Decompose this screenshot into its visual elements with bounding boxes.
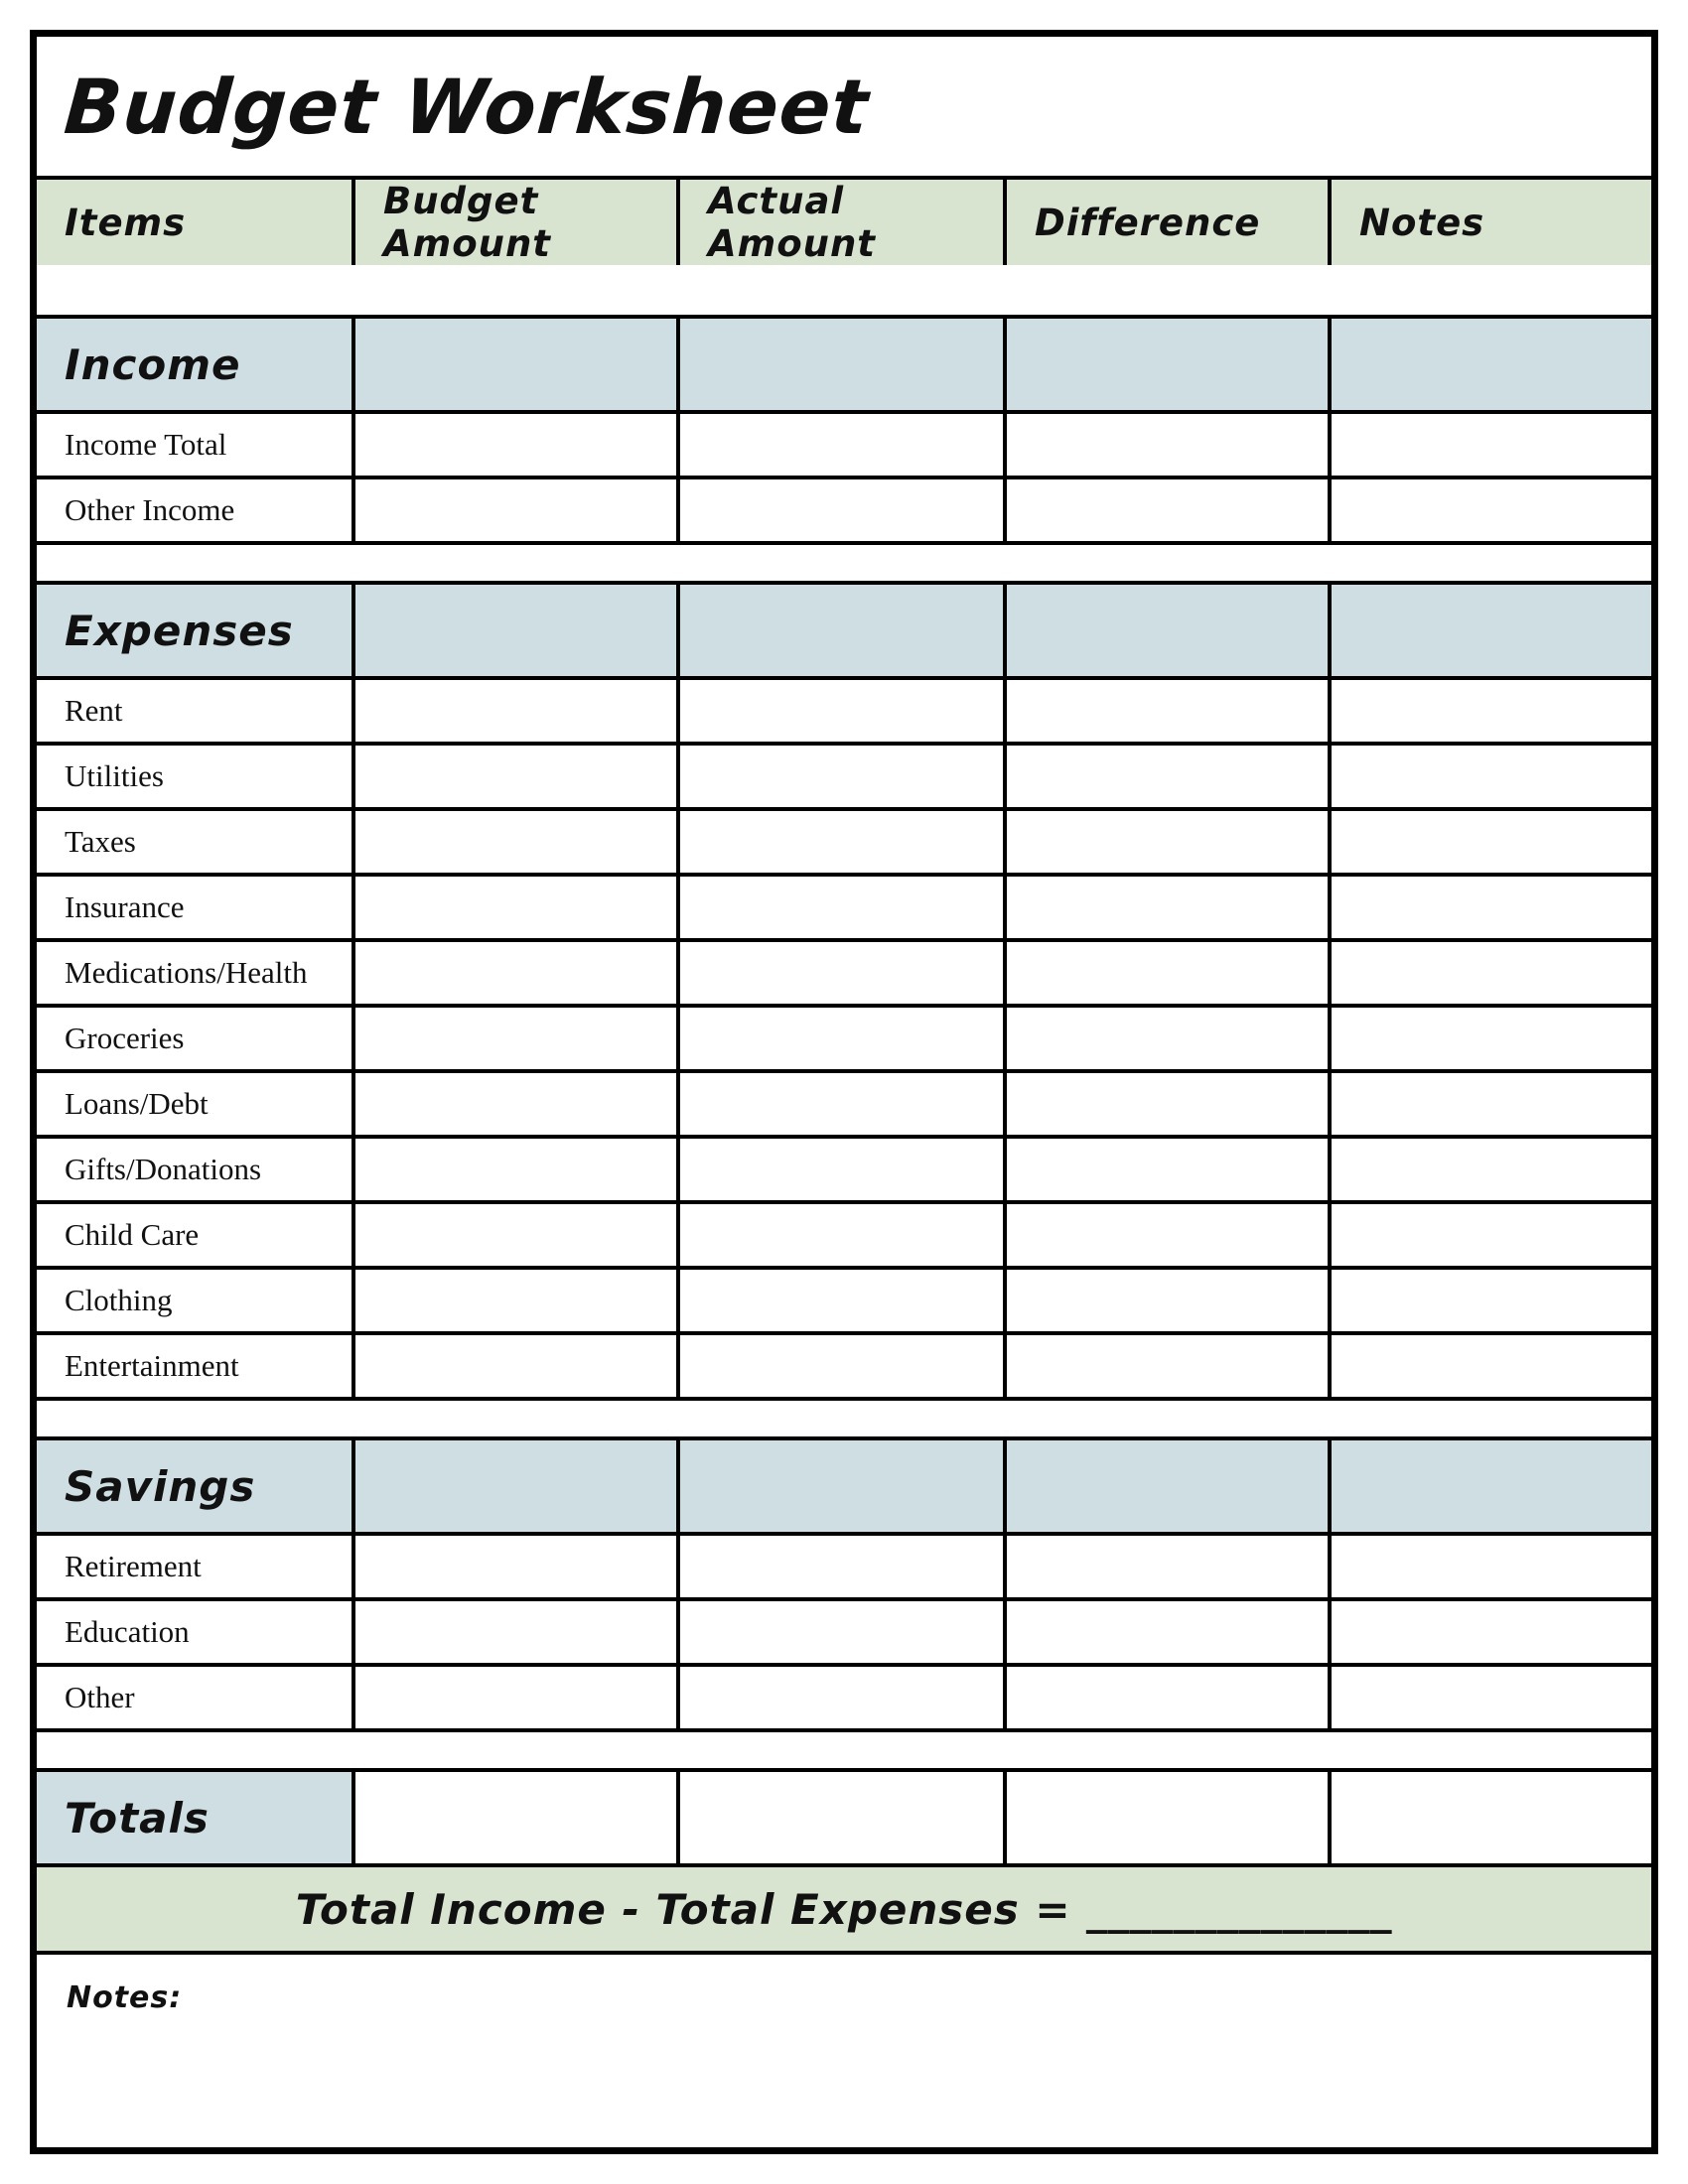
section-header-savings — [37, 1440, 1651, 1536]
column-header-items: Items — [37, 180, 352, 265]
blank-cell — [676, 942, 1003, 1004]
blank-cell — [676, 811, 1003, 873]
row-label: Utilities — [37, 746, 352, 807]
blank-cell — [1328, 877, 1651, 938]
blank-cell — [352, 746, 676, 807]
blank-cell — [1003, 414, 1328, 476]
blank-cell — [1328, 1667, 1651, 1728]
row-label: Entertainment — [37, 1335, 352, 1397]
blank-cell — [1328, 1440, 1651, 1532]
row-label: Education — [37, 1601, 352, 1663]
row-label: Child Care — [37, 1204, 352, 1266]
title-band — [37, 37, 1651, 180]
blank-cell — [352, 942, 676, 1004]
row-rent — [37, 680, 1651, 746]
blank-cell — [352, 319, 676, 410]
blank-cell — [1328, 1204, 1651, 1266]
table-header-row — [37, 180, 1651, 265]
blank-cell — [1003, 1667, 1328, 1728]
blank-cell — [676, 1008, 1003, 1069]
row-retirement — [37, 1536, 1651, 1601]
row-label: Income Total — [37, 414, 352, 476]
row-label: Taxes — [37, 811, 352, 873]
blank-cell — [676, 1667, 1003, 1728]
blank-cell — [676, 585, 1003, 676]
blank-cell — [1003, 1204, 1328, 1266]
blank-cell — [1003, 811, 1328, 873]
blank-cell — [1328, 680, 1651, 742]
blank-cell — [1003, 319, 1328, 410]
blank-cell — [1328, 1073, 1651, 1135]
blank-cell — [676, 319, 1003, 410]
blank-cell — [352, 1536, 676, 1597]
blank-cell — [676, 1139, 1003, 1200]
page-title: Budget Worksheet — [61, 62, 872, 151]
row-label: Gifts/Donations — [37, 1139, 352, 1200]
blank-cell — [352, 414, 676, 476]
spacer — [37, 1401, 1651, 1440]
row-label: Insurance — [37, 877, 352, 938]
row-utilities — [37, 746, 1651, 811]
blank-cell — [676, 680, 1003, 742]
blank-cell — [1328, 1335, 1651, 1397]
blank-cell — [1003, 877, 1328, 938]
blank-cell — [1328, 585, 1651, 676]
blank-cell — [1328, 479, 1651, 541]
blank-cell — [676, 1536, 1003, 1597]
blank-cell — [676, 1270, 1003, 1331]
blank-cell — [352, 1667, 676, 1728]
section-label-savings: Savings — [37, 1440, 352, 1532]
blank-cell — [352, 1270, 676, 1331]
blank-cell — [352, 1204, 676, 1266]
notes-label: Notes: — [67, 1980, 183, 2015]
row-label: Retirement — [37, 1536, 352, 1597]
blank-cell — [1003, 1440, 1328, 1532]
blank-cell — [1003, 746, 1328, 807]
blank-cell — [352, 877, 676, 938]
blank-cell — [352, 1073, 676, 1135]
section-header-income — [37, 319, 1651, 414]
row-education — [37, 1601, 1651, 1667]
row-entertainment — [37, 1335, 1651, 1401]
blank-cell — [676, 479, 1003, 541]
column-header-actual-amount: Actual Amount — [676, 180, 1003, 265]
column-header-notes: Notes — [1328, 180, 1651, 265]
blank-cell — [676, 1440, 1003, 1532]
row-label: Clothing — [37, 1270, 352, 1331]
section-header-totals — [37, 1772, 1651, 1867]
blank-cell — [1003, 1270, 1328, 1331]
blank-cell — [1328, 1536, 1651, 1597]
row-gifts-donations — [37, 1139, 1651, 1204]
row-income-total — [37, 414, 1651, 479]
blank-cell — [1328, 1139, 1651, 1200]
row-clothing — [37, 1270, 1651, 1335]
blank-cell — [1003, 1772, 1328, 1863]
spacer — [37, 1732, 1651, 1772]
section-header-expenses — [37, 585, 1651, 680]
blank-cell — [1003, 680, 1328, 742]
summary-row — [37, 1867, 1651, 1955]
row-other-income — [37, 479, 1651, 545]
blank-cell — [1328, 1008, 1651, 1069]
notes-area — [37, 1955, 1651, 2147]
blank-cell — [676, 414, 1003, 476]
blank-cell — [1328, 942, 1651, 1004]
row-label: Medications/Health — [37, 942, 352, 1004]
spacer — [37, 265, 1651, 319]
blank-cell — [1003, 1601, 1328, 1663]
row-label: Loans/Debt — [37, 1073, 352, 1135]
row-label: Rent — [37, 680, 352, 742]
blank-cell — [1003, 1008, 1328, 1069]
section-label-expenses: Expenses — [37, 585, 352, 676]
row-child-care — [37, 1204, 1651, 1270]
blank-cell — [1003, 1536, 1328, 1597]
blank-cell — [352, 479, 676, 541]
row-taxes — [37, 811, 1651, 877]
blank-cell — [1328, 1772, 1651, 1863]
blank-cell — [352, 811, 676, 873]
blank-cell — [1328, 319, 1651, 410]
blank-cell — [676, 1335, 1003, 1397]
blank-cell — [352, 1008, 676, 1069]
section-label-totals: Totals — [37, 1772, 352, 1863]
column-header-difference: Difference — [1003, 180, 1328, 265]
blank-cell — [352, 1440, 676, 1532]
column-header-budget-amount: Budget Amount — [352, 180, 676, 265]
blank-cell — [352, 585, 676, 676]
blank-cell — [1328, 414, 1651, 476]
blank-cell — [1003, 585, 1328, 676]
blank-cell — [352, 1772, 676, 1863]
blank-cell — [1003, 1335, 1328, 1397]
blank-cell — [1328, 811, 1651, 873]
blank-cell — [676, 1204, 1003, 1266]
blank-cell — [352, 680, 676, 742]
blank-cell — [676, 1601, 1003, 1663]
blank-cell — [1003, 1139, 1328, 1200]
row-medications-health — [37, 942, 1651, 1008]
blank-cell — [676, 877, 1003, 938]
blank-cell — [676, 746, 1003, 807]
section-label-income: Income — [37, 319, 352, 410]
blank-cell — [352, 1139, 676, 1200]
blank-cell — [352, 1601, 676, 1663]
row-groceries — [37, 1008, 1651, 1073]
blank-cell — [1328, 1270, 1651, 1331]
blank-cell — [1003, 942, 1328, 1004]
row-label: Other Income — [37, 479, 352, 541]
row-insurance — [37, 877, 1651, 942]
blank-cell — [1328, 1601, 1651, 1663]
budget-worksheet-page — [30, 30, 1658, 2154]
row-label: Other — [37, 1667, 352, 1728]
blank-cell — [1328, 746, 1651, 807]
blank-cell — [1003, 479, 1328, 541]
row-other-savings — [37, 1667, 1651, 1732]
blank-cell — [676, 1073, 1003, 1135]
blank-cell — [352, 1335, 676, 1397]
blank-cell — [1003, 1073, 1328, 1135]
row-loans-debt — [37, 1073, 1651, 1139]
blank-cell — [676, 1772, 1003, 1863]
spacer — [37, 545, 1651, 585]
summary-formula: Total Income - Total Expenses = ______________ — [295, 1884, 1393, 1934]
row-label: Groceries — [37, 1008, 352, 1069]
